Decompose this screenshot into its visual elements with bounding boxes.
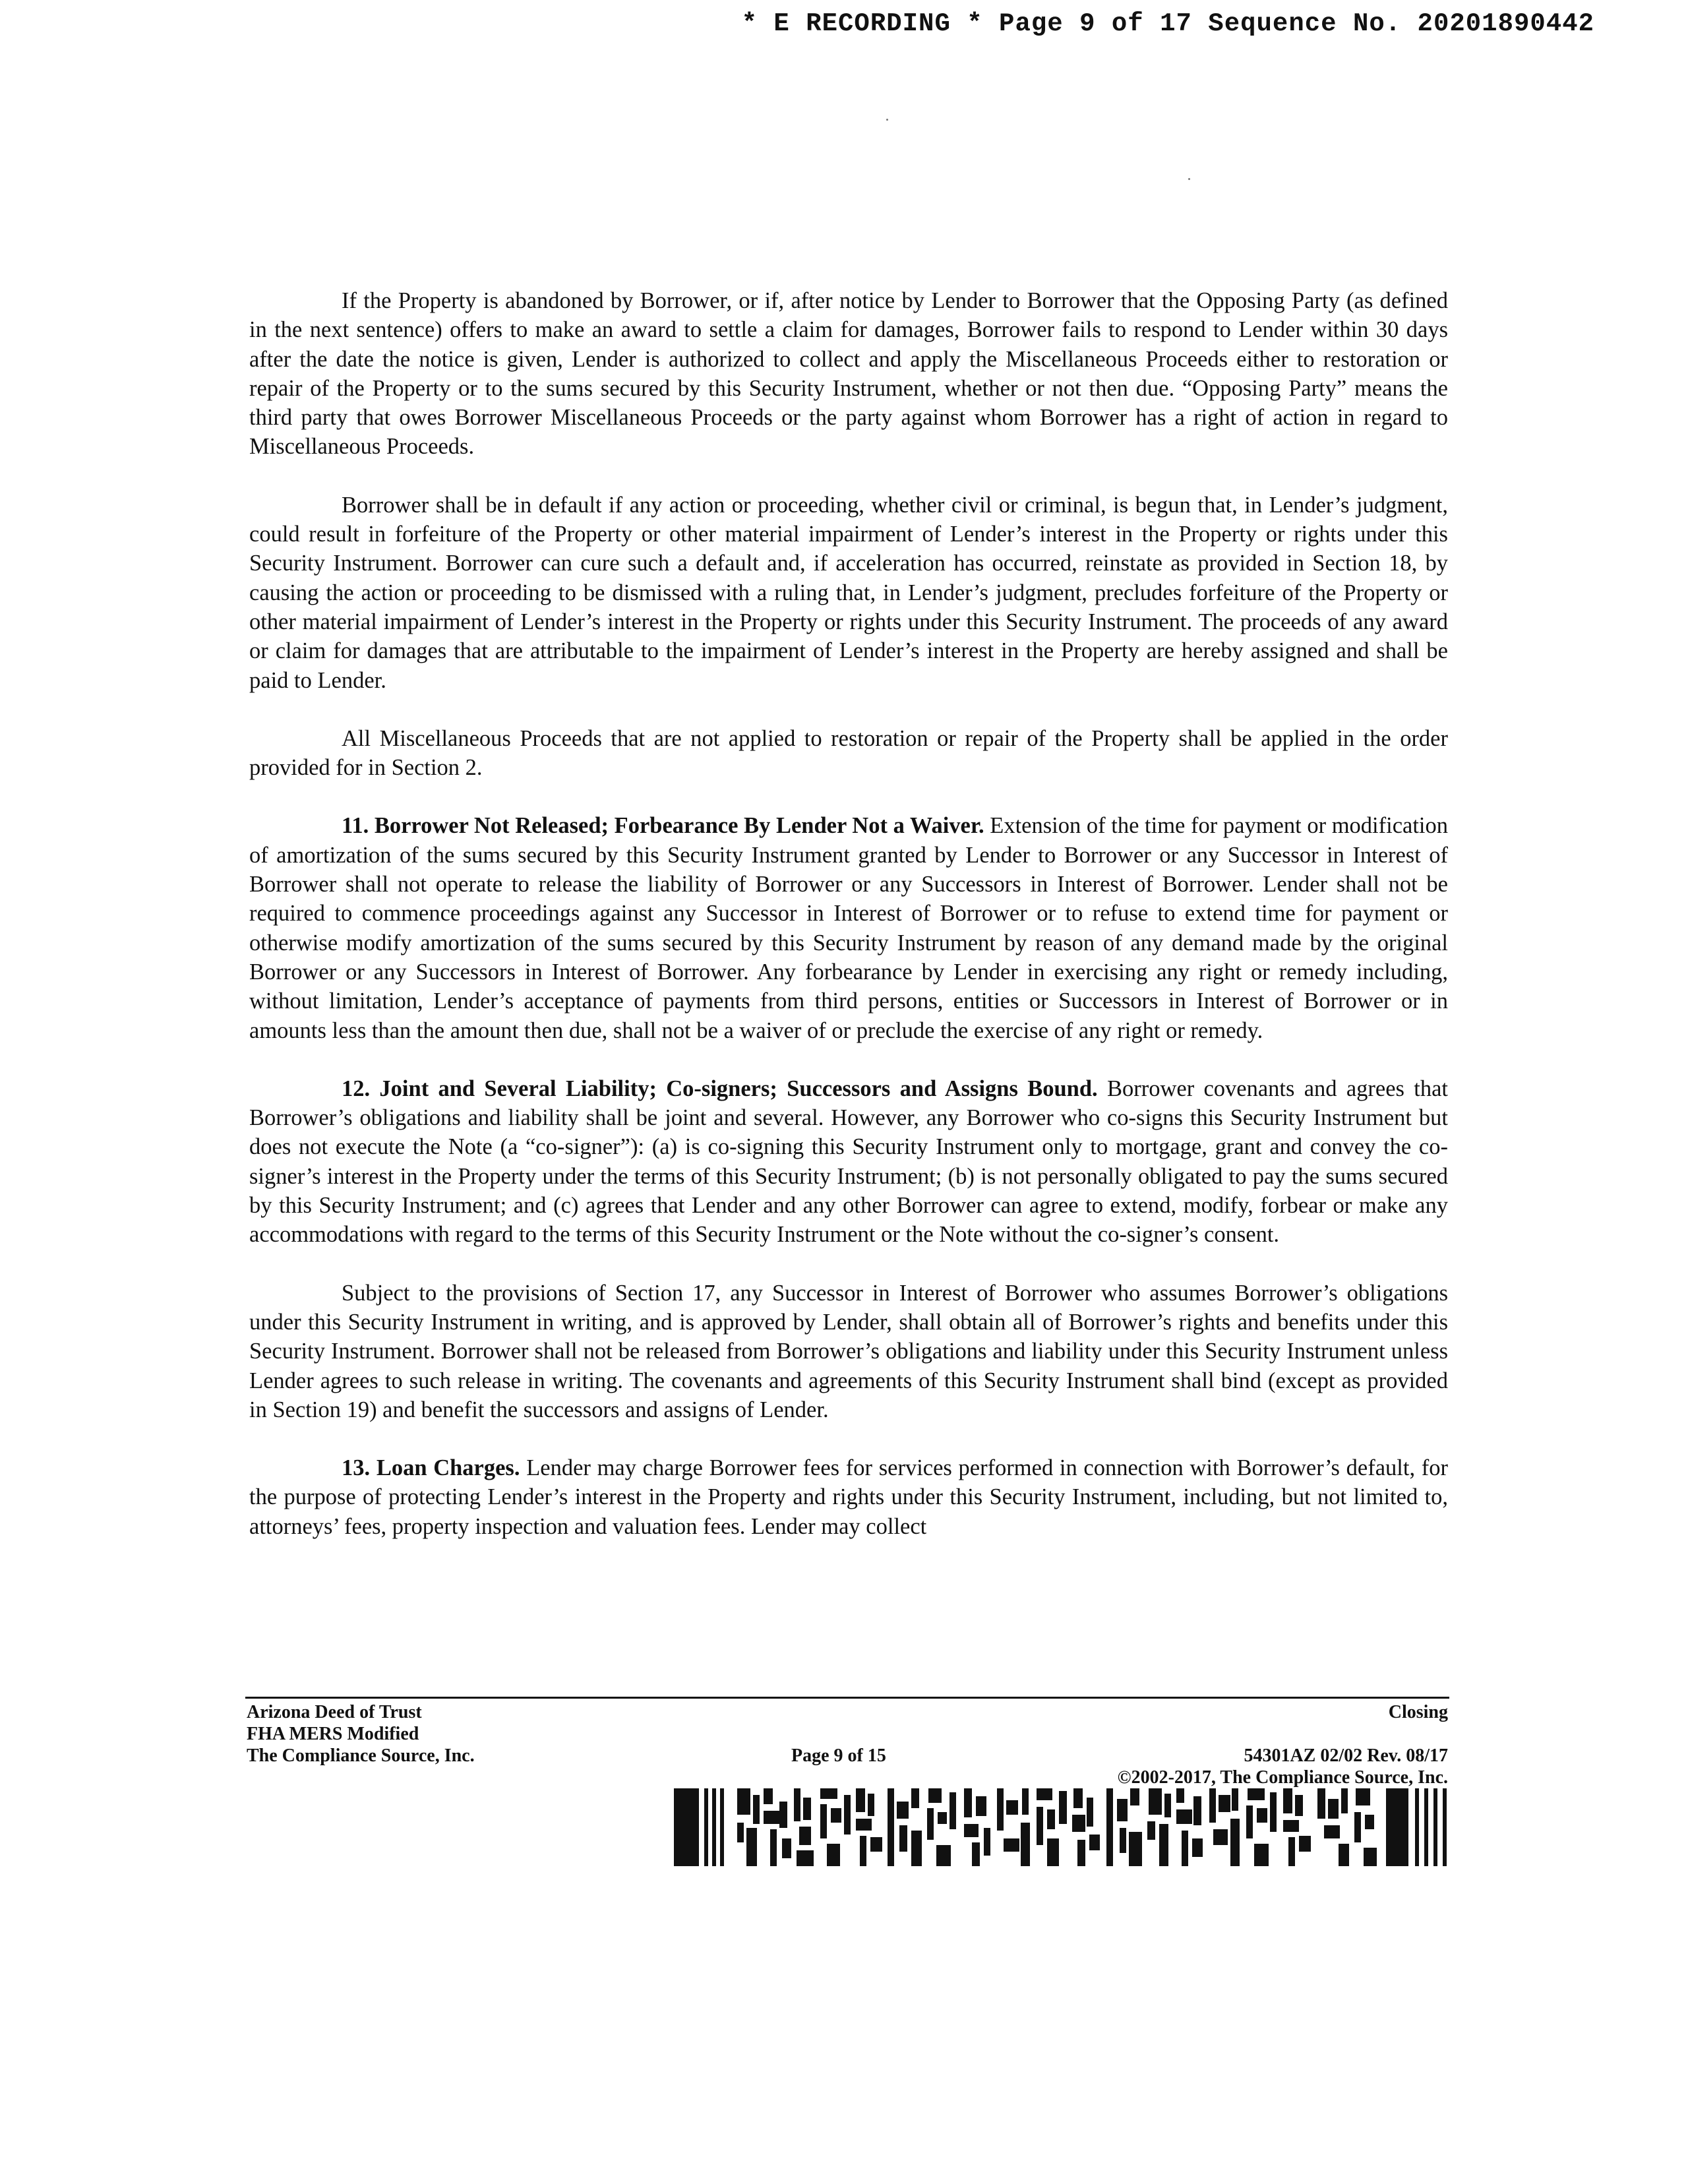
- section-11: [249, 811, 1448, 1045]
- section-heading: 11. Borrower Not Released; Forbearance By Lender Not a Waiver.: [342, 813, 984, 839]
- footer-closing-label: Closing: [1388, 1702, 1448, 1722]
- footer-form-title: [247, 1701, 475, 1767]
- recording-stamp: * E RECORDING * Page 9 of 17 Sequence No. 20201890442: [741, 9, 1594, 38]
- paragraph-text: All Miscellaneous Proceeds that are not applied to restoration or repair of the Property shall be applied in the order provided for in Section 2.: [249, 725, 1448, 781]
- paragraph-text: Subject to the provisions of Section 17, any Successor in Interest of Borrower who assumes Borrower’s obligations under this Security Instrument in writing, and is approved by Lender, shall obtain all of Borrower’s rights and benefits under this Security Instrument. Borrower shall not be released from Borrower’s obligations and liability under this Security Instrument unless Lender agrees to such release in writing. The covenants and agreements of this Security Instrument shall bind (except as provided in Section 19) and benefit the successors and assigns of Lender.: [249, 1280, 1448, 1422]
- barcode-start-pattern: [674, 1788, 724, 1866]
- paragraph-text: Borrower shall be in default if any action or proceeding, whether civil or criminal, is begun that, in Lender’s judgment, could result in forfeiture of the Property or other material impairment of Lender’s interest in the Property or rights under this Security Instrument. Borrower can cure such a default and, if acceleration has occurred, reinstate as provided in Section 18, by causing the action or proceeding to be dismissed with a ruling that, in Lender’s judgment, precludes forfeiture of the Property or other material impairment of Lender’s interest in the Property or rights under this Security Instrument. The proceeds of any award or claim for damages that are attributable to the impairment of Lender’s interest in the Property are hereby assigned and shall be paid to Lender.: [249, 492, 1448, 693]
- footer-form-title-line: The Compliance Source, Inc.: [247, 1745, 475, 1766]
- scan-speck: [1188, 178, 1190, 180]
- paragraph-misc-proceeds: [249, 724, 1448, 783]
- barcode-icon: [674, 1788, 1447, 1866]
- section-text: Extension of the time for payment or modification of amortization of the sums secured by this Security Instrument granted by Lender to Borrower or any Successor in Interest of Borrower shall not operate to release the liability of Borrower or any Successors in Interest of Borrower. Lender shall not be required to commence proceedings against any Successor in Interest of Borrower or to refuse to extend time for payment or otherwise modify amortization of the sums secured by this Security Instrument by reason of any demand made by the original Borrower or any Successors in Interest of Borrower. Any forbearance by Lender in exercising any right or remedy including, without limitation, Lender’s acceptance of payments from third persons, entities or Successors in Interest of Borrower or in amounts less than the amount then due, shall not be a waiver of or preclude the exercise of any right or remedy.: [249, 813, 1448, 1043]
- footer-divider: [245, 1697, 1449, 1699]
- paragraph-text: If the Property is abandoned by Borrower, or if, after notice by Lender to Borrower that the Opposing Party (as defined in the next sentence) offers to make an award to settle a claim for damages, Borrower fails to respond to Lender within 30 days after the date the notice is given, Lender is authorized to collect and apply the Miscellaneous Proceeds either to restoration or repair of the Property or to the sums secured by this Security Instrument, whether or not then due. “Opposing Party” means the third party that owes Borrower Miscellaneous Proceeds or the party against whom Borrower has a right of action in regard to Miscellaneous Proceeds.: [249, 288, 1448, 460]
- paragraph-successors: [249, 1279, 1448, 1424]
- section-text: Lender may charge Borrower fees for services performed in connection with Borrower’s default, for the purpose of protecting Lender’s interest in the Property and rights under this Security Instrument, including, but not limited to, attorneys’ fees, property inspection and valuation fees. Lender may collect: [249, 1455, 1449, 1539]
- section-text: Borrower covenants and agrees that Borrower’s obligations and liability shall be joint and several. However, any Borrower who co-signs this Security Instrument but does not execute the Note (a “co-signer”): (a) is co-signing this Security Instrument only to mortgage, grant and convey the co-signer’s interest in the Property under the terms of this Security Instrument; (b) is not personally obligated to pay the sums secured by this Security Instrument; and (c) agrees that Lender and any other Borrower can agree to extend, modify, forbear or make any accommodations with regard to the terms of this Security Instrument or the Note without the co-signer’s consent.: [249, 1076, 1449, 1248]
- barcode-stop-pattern: [1386, 1788, 1447, 1866]
- document-body: [249, 286, 1448, 1570]
- footer-form-title-line: FHA MERS Modified: [247, 1724, 419, 1744]
- section-heading: 13. Loan Charges.: [342, 1455, 520, 1481]
- scan-speck: [886, 119, 888, 121]
- paragraph-abandoned-property: [249, 286, 1448, 462]
- footer-form-number: 54301AZ 02/02 Rev. 08/17: [1244, 1745, 1448, 1766]
- paragraph-borrower-default: [249, 491, 1448, 695]
- footer-form-title-line: Arizona Deed of Trust: [247, 1702, 422, 1722]
- footer-page-number: Page 9 of 15: [791, 1745, 886, 1766]
- section-heading: 12. Joint and Several Liability; Co-signers; Successors and Assigns Bound.: [342, 1076, 1098, 1101]
- section-12: [249, 1074, 1448, 1250]
- footer-copyright: ©2002-2017, The Compliance Source, Inc.: [1117, 1767, 1448, 1788]
- barcode-data-columns: [737, 1788, 1377, 1866]
- section-13: [249, 1453, 1448, 1541]
